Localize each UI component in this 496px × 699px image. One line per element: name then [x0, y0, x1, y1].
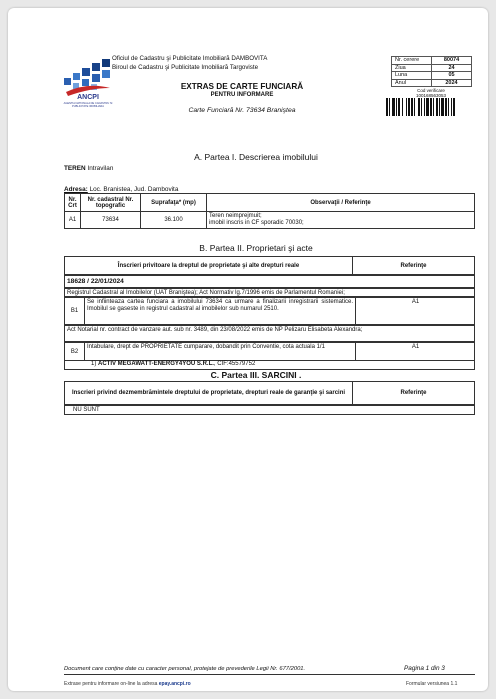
- col-inscrieri: Înscrieri privitoare la dreptul de proprietate şi alte drepturi reale: [65, 257, 353, 275]
- office-header: [112, 55, 267, 72]
- entry-b2: [64, 342, 475, 361]
- footer-divider: [64, 674, 475, 675]
- adresa-line: [64, 186, 178, 193]
- cell-nr-cadastral: 73634: [81, 212, 141, 229]
- col-nr-crt: Nr. Crt: [65, 194, 81, 212]
- col-observatii: Observaţii / Referinţe: [207, 194, 475, 212]
- owner-cif: , CIF:45579752: [213, 361, 256, 367]
- entry-b2-label: B2: [65, 343, 85, 361]
- teren-value: Intravilan: [87, 165, 114, 172]
- meta-label: Anul: [392, 79, 432, 87]
- cell-observatii: [207, 212, 475, 229]
- org-full-name: AGENTIA NATIONALA DE CADASTRU SI PUBLICITATE IMOBILIARA: [63, 102, 113, 108]
- table-header-row: [65, 194, 475, 212]
- meta-row: [392, 72, 472, 80]
- verification-code: [388, 88, 474, 98]
- entry-b1-text: Se infiinteaza cartea funciara a imobilului 73634 ca urmare a finalizarii inregistrarii sistematice. Imobilul se gaseste in registrul cadastral al imobilelor sub numarul 2510.: [87, 299, 353, 312]
- office-line-1: Oficiul de Cadastru şi Publicitate Imobiliară DAMBOVITA: [112, 55, 268, 62]
- meta-value: 05: [432, 72, 472, 80]
- teren-line: [64, 165, 113, 172]
- footer-source-link[interactable]: epay.ancpi.ro: [158, 681, 191, 687]
- meta-label: Luna: [392, 72, 432, 80]
- col-referinte: Referinţe: [353, 382, 475, 405]
- table-row: [65, 212, 475, 229]
- meta-value: 24: [432, 64, 472, 72]
- org-short-name: ANCPI: [77, 94, 99, 101]
- entry-b1-ref: A1: [355, 298, 475, 325]
- adresa-value: Loc. Branistea, Jud. Dambovita: [89, 186, 179, 193]
- col-suprafata: Suprafaţa* (mp): [141, 194, 207, 212]
- teren-label: TEREN: [64, 165, 86, 172]
- cell-suprafata: 36.100: [141, 212, 207, 229]
- footer-source-prefix: Extrase pentru informare on-line la adresa: [64, 681, 159, 687]
- sarcini-header-table: [64, 381, 475, 405]
- part-a-title: A. Partea I. Descrierea imobilului: [194, 152, 318, 162]
- col-referinte: Referinţe: [353, 257, 475, 275]
- meta-value: 80074: [432, 57, 472, 65]
- adresa-label: Adresa:: [64, 186, 88, 193]
- entry-id: 18628 / 22/01/2024: [64, 275, 475, 288]
- office-line-2: Biroul de Cadastru şi Publicitate Imobiliară Targoviste: [112, 63, 259, 71]
- document-page: [8, 8, 488, 691]
- request-meta-table: [391, 56, 472, 87]
- part-c-title-text: C. Partea III. SARCINI .: [210, 370, 302, 380]
- form-version: Formular versiunea 1.1: [406, 681, 458, 687]
- part-b-title: B. Partea II. Proprietari şi acte: [199, 243, 313, 253]
- immobile-table: [64, 193, 475, 229]
- meta-row: [392, 57, 472, 65]
- verification-code-label: Cod verificare: [417, 88, 445, 93]
- verification-code-value: 100168563053: [415, 93, 447, 98]
- sarcini-value: NU SUNT: [64, 405, 475, 415]
- footer-note: Document care conţine date cu caracter personal, protejate de prevederile Legii Nr. 677/2001.: [64, 666, 306, 672]
- observatii-line-1: Teren neimprejmuit;: [209, 213, 262, 219]
- meta-row: [392, 79, 472, 87]
- document-subtitle: PENTRU INFORMARE: [210, 92, 274, 98]
- observatii-line-2: imobil inscris in CF sporadic 70030;: [209, 220, 304, 226]
- entry-b1-label: B1: [65, 298, 85, 325]
- footer-source: [64, 681, 191, 687]
- col-sarcini: Inscrieri privind dezmembrămintele dreptului de proprietate, drepturi reale de garanţie şi sarcini: [65, 382, 353, 405]
- meta-label: Ziua: [392, 64, 432, 72]
- barcode-icon: [386, 98, 476, 116]
- table-header-row: [65, 257, 475, 275]
- owner-name: ACTIV MEGAWATT-ENERGY4YOU S.R.L.: [98, 361, 214, 367]
- registru-line: Registrul Cadastral al Imobilelor (UAT Braniştea); Act Normativ lg.7/1996 emis de Parlamentul Romaniei;: [64, 288, 475, 297]
- entry-b2-ref: A1: [355, 343, 475, 361]
- owner-line: [64, 361, 475, 370]
- document-title: EXTRAS DE CARTE FUNCIARĂ: [180, 82, 304, 91]
- carte-funciara-number: Carte Funciară Nr. 73634 Braniştea: [188, 107, 296, 114]
- table-header-row: [65, 382, 475, 405]
- part-c-title: [28, 370, 484, 380]
- act-notarial: Act Notarial nr. contract de vanzare aut. sub nr. 3489, din 23/08/2022 emis de NP Pelizaru Elisabeta Alexandra;: [64, 325, 475, 342]
- ownership-header-table: [64, 256, 475, 275]
- cell-nr-crt: A1: [65, 212, 81, 229]
- page-number: Pagina 1 din 3: [404, 665, 445, 672]
- meta-label: Nr. cerere: [392, 57, 432, 65]
- meta-row: [392, 64, 472, 72]
- entry-b1: [64, 297, 475, 325]
- entry-b2-text: Intabulare, drept de PROPRIETATE cumparare, dobandit prin Conventie, cota actuala 1/1: [87, 344, 325, 350]
- col-nr-cadastral: Nr. cadastral Nr. topografic: [81, 194, 141, 212]
- meta-value: 2024: [432, 79, 472, 87]
- owner-number: 1): [91, 361, 97, 367]
